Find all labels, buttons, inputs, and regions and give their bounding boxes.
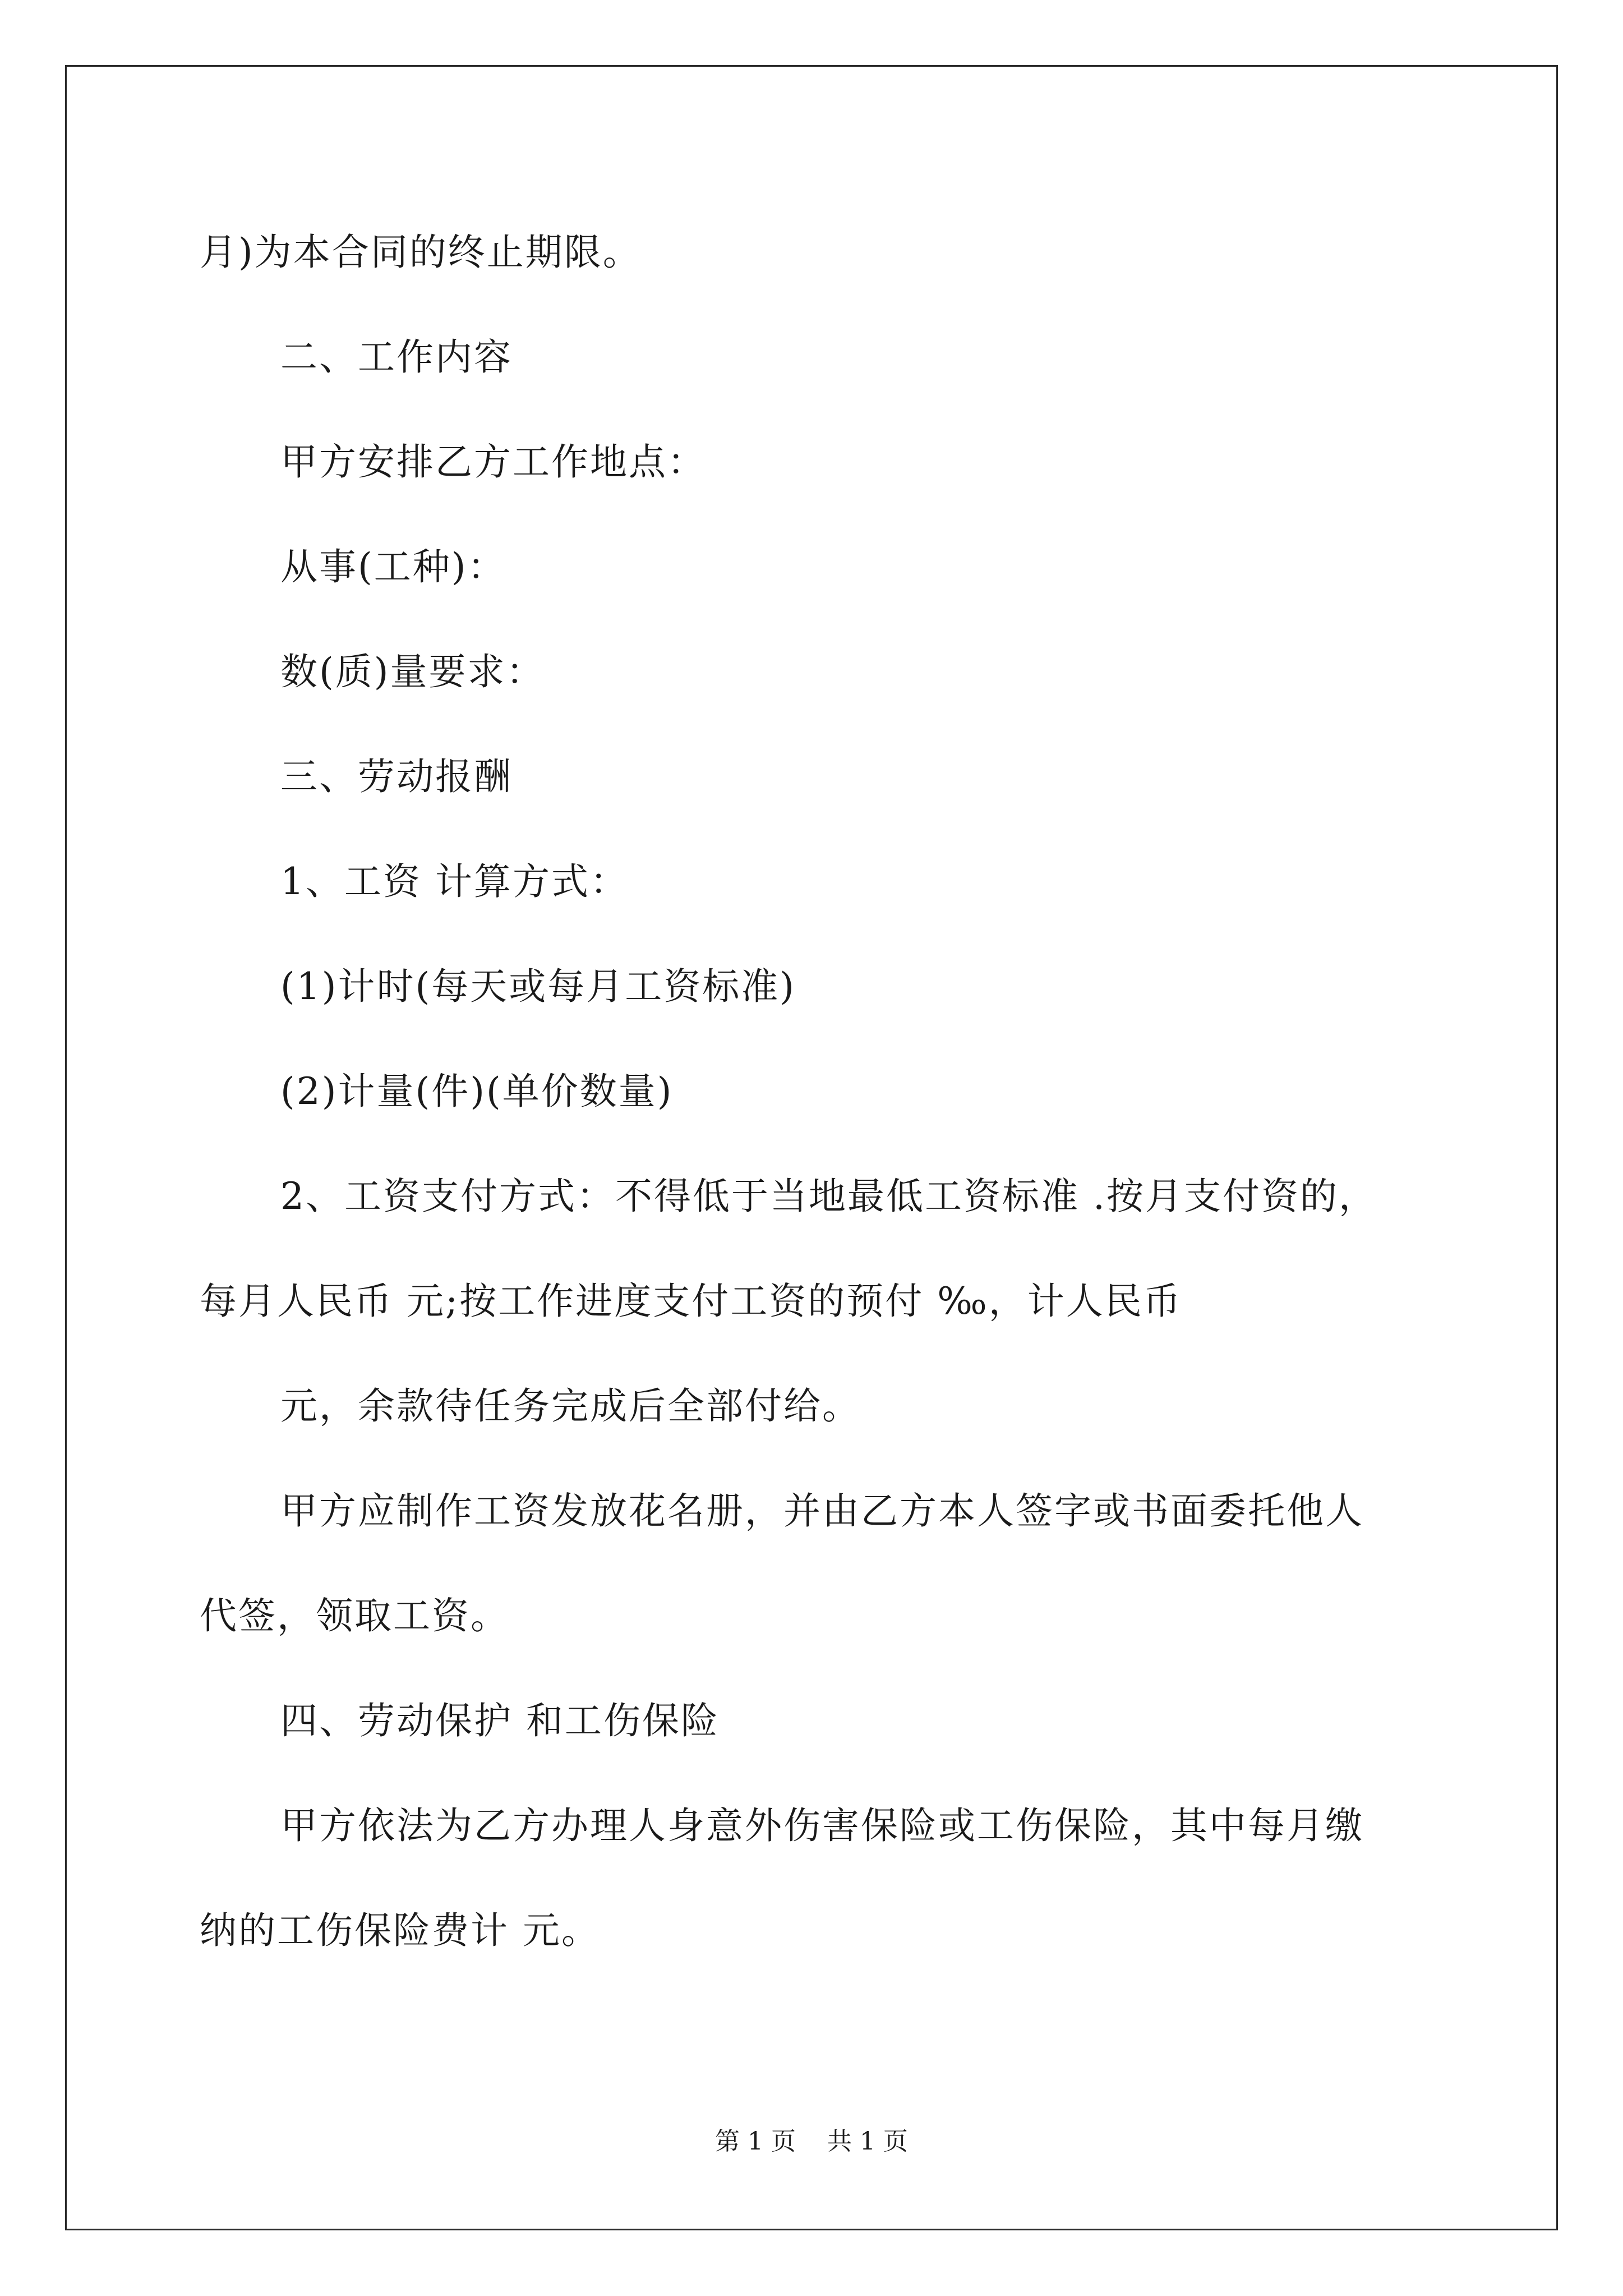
body-line: 数(质)量要求：	[280, 650, 545, 693]
body-line: 甲方安排乙方工作地点：	[280, 440, 706, 484]
body-line: 月)为本合同的终止期限。	[200, 231, 642, 274]
body-line: (2)计量(件)(单价数量)	[280, 1070, 674, 1113]
body-line: 2、工资支付方式：不得低于当地最低工资标准 .按月支付资的，	[280, 1175, 1377, 1218]
body-line: 每月人民币 元;按工作进度支付工资的预付 ‰，计人民币	[200, 1280, 1182, 1323]
page-border	[65, 65, 1558, 2230]
section-heading: 二、工作内容	[280, 335, 513, 379]
body-line: 甲方依法为乙方办理人身意外伤害保险或工伤保险，其中每月缴	[280, 1804, 1364, 1847]
body-line: 元，余款待任务完成后全部付给。	[280, 1384, 861, 1428]
body-line: 从事(工种)：	[280, 545, 506, 588]
body-line: 代签，领取工资。	[200, 1594, 509, 1637]
body-line: 1、工资 计算方式：	[280, 860, 629, 903]
body-line: 纳的工伤保险费计 元。	[200, 1909, 600, 1952]
body-line: 甲方应制作工资发放花名册，并由乙方本人签字或书面委托他人	[280, 1489, 1364, 1533]
body-line: (1)计时(每天或每月工资标准)	[280, 965, 796, 1008]
page-number-footer: 第 1 页 共 1 页	[715, 2127, 908, 2156]
section-heading: 四、劳动保护 和工伤保险	[280, 1699, 720, 1742]
section-heading: 三、劳动报酬	[280, 755, 513, 798]
